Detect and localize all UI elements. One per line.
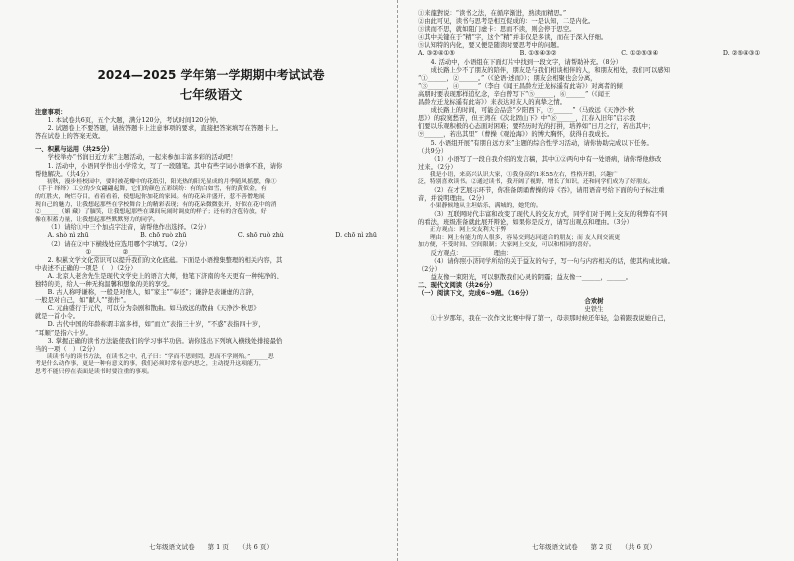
question-5: （共9分） xyxy=(418,147,448,155)
passage-line: （手于 绎绎）工立的少女翩翩起舞，它们的颜色五彩缤纷：有的白如雪，有的黄似金，有 xyxy=(35,186,267,193)
notice-heading: 注意事项： xyxy=(35,109,67,116)
passage-line: 读读书与的读书方法，在读书之中，孔子曰：“学而不思则罔，思而不学则殆。”______思 xyxy=(46,353,274,360)
question-4-line: 思》）的寂寞愁苦，但王湾在《次北固山下》中“⑧______，江春入旧年”启示我 xyxy=(418,115,636,123)
passage-line: 初秋，漫步桂校园中，要时被花瓣中的花纸引，阳光热的阳光显成的月季随风摇摆，像① xyxy=(46,178,277,185)
intro-line: 学校举办“书润日近方来”主题活动，一起来参加丰富多彩的活动吧！ xyxy=(47,154,237,162)
page-footer: 七年级语文试卷 第 1 页 （共 6 页） xyxy=(149,542,273,551)
passage-line: 考是什么动作事，更是一种有意义的事，我们必须时常有意内思之，主动提升这项能力， xyxy=(35,361,265,368)
question-5-3: 的看法，班级准备就此展开辩论，如果你是反方，请写出观点和理由。（3分） xyxy=(418,218,633,226)
question-4-line: 昌龄左迁龙标遥有此寄》）来表达对友人的真挚之情。 xyxy=(418,99,566,107)
question-4: 4. 活动中，小语组在下面灯片中找到一段文字，请帮助补充。（8分） xyxy=(430,58,623,66)
question-5-1: （1）小语写了一段自我介绍的发言稿，其中①②两句中有一处语病，请你帮他修改 xyxy=(430,155,662,163)
page-2 xyxy=(418,10,770,555)
question-4-line: “①______，②______。”（《论语·述而》）；朋友会相聚也会分离， xyxy=(418,74,597,82)
notice-line: 答在试卷上的答案无效。 xyxy=(35,133,105,141)
passage-line: 现自己的魅力，让我想起那些在学校舞台上的精彩表现；有的花朵微微张开，好似在花中的消 xyxy=(35,201,277,208)
sentence-line: ④其中关键在于“精”字，这个“精”并非仅是多读，而在于深入仔细。 xyxy=(418,34,608,42)
options-row xyxy=(418,50,770,58)
debate-line: 加方便，不受时间、空间限制；大家网上交友，可以和相同的喜好。 xyxy=(418,242,595,249)
options-row xyxy=(35,232,387,240)
option-line: “耳顺”是指六十岁。 xyxy=(35,329,92,337)
option-line: C. 元曲盛行于元代，可以分为杂剧和散曲。如马致远的散曲《天净沙·秋思》 xyxy=(47,305,260,313)
exam-title: 2024—2025 学年第一学期期中考试试卷 xyxy=(97,68,325,82)
option-line: 就是一首小令。 xyxy=(35,313,80,321)
debate-blank: 反方观点：______ 理由：______ xyxy=(430,249,532,257)
question-4-line: “③______，④______”（李白《闻王昌龄左迁龙标遥有此寄》）对离者的倾 xyxy=(418,82,623,90)
intro-line: 帮他解决。（共4分） xyxy=(35,170,93,178)
passage-line: 思考不能只停在表面是读书时要注重的事项。 xyxy=(35,369,153,375)
notice-line: 1. 本试卷共6页，五个大题，满分120分，考试时间120分钟。 xyxy=(47,117,223,125)
option-line: D. 古代中国的年龄称谓丰富多样，如“而立”表指三十岁，“不惑”表指四十岁， xyxy=(47,321,265,329)
question-3: 3. 掌握正确的读书方法能使我们的学习事半功倍。请你选出下列填入横线处排接最恰 xyxy=(47,337,283,345)
question-5-1: 过来。（2分） xyxy=(418,163,457,171)
page-1 xyxy=(35,10,387,555)
question-4-line: 成长路上的时间，可能会品尝“夕阳西下，⑦______”（马致远《天净沙·秋 xyxy=(430,107,635,115)
question-4-line: 高朋时要表现那样追忆念，辛白曾写下“⑤______，⑥______”（《闻王 xyxy=(418,90,611,98)
question-3: 当的一项（ ）（2分） xyxy=(35,345,99,353)
debate-line: 正方观点：网上交友利大于弊 xyxy=(429,227,507,234)
question-2: 2. 积累文学文化常识可以提升我们的文化底蕴。下面是小语搜集整理的相关内容，其 xyxy=(47,256,283,264)
article-author: 史铁生 xyxy=(584,306,604,314)
intro-line: 1. 活动中，小语同学作出小学常文，写了一段随笔。其中有些字词小语拿不准，请你 xyxy=(47,162,283,170)
question-5-4: （4）请你照小济同学所给的关于益友的句子，写一句与内容相关的话，使其构成比喻。 xyxy=(430,257,674,265)
notice-line: 2. 试题卷上不要答题，请按答题卡上注意事项的要求，直接把答案填写在答题卡上。 xyxy=(47,125,283,133)
question-4-line: ⑨______，若出其里”（曹操《观沧海》）的博大胸怀，获得自我成长。 xyxy=(418,131,614,139)
passage-line: ②______（媚 藏）了腼笑，让我想起那些在课间玩闹时调皮的样子；还有的含苞待放，好 xyxy=(35,209,267,216)
question-5-2: （2）在才艺展示环节，你准备朗诵曹操的诗《吞》，请用语音号给下面的句子标注重 xyxy=(430,187,665,195)
sentence-line: ①来龍對说：“读书之法，在循序渐进，熟读而精思。” xyxy=(418,10,567,17)
section-heading: 一、积累与运用（共25分） xyxy=(35,146,114,154)
page-footer: 七年级语文试卷 第 2 页 （共 6 页） xyxy=(532,542,656,551)
answer-blanks: ①______ ②______ xyxy=(85,248,148,256)
passage-line: 的红胜火，绚烂夺目，看着看着，使想起你加花的家园。有的花朵并盛开，惹不善僧地展 xyxy=(35,193,265,200)
option-d: D. ②⑤④③① xyxy=(722,50,760,58)
question-5-3: （3）互联网时代丰富和改变了现代人的交友方式，同学们对于网上交友的利弊有不同 xyxy=(430,210,668,218)
option-a: A. shò nì zhū xyxy=(47,232,89,240)
subsection-heading: （一）阅读下文，完成6~9题。（16分） xyxy=(418,290,533,298)
option-line: 一般是对自己，如“献人”“拙作”。 xyxy=(35,297,130,305)
question-2: 中表述不正确的一项是（ ）（2分） xyxy=(35,264,137,272)
option-a: A. ③②④①⑤ xyxy=(418,50,455,58)
question-4-line: 成长路上少不了朋友的陪伴，朋友是与我们相谈相伴的人，和朋友相处，我们可以感知 xyxy=(430,66,670,74)
option-d: D. chō nì zhū xyxy=(335,232,377,240)
intro-speech: 泛，特别喜欢读书。②通过读书，我开阔了视野，增长了知识，还和同学们成为了好朋友。 xyxy=(418,179,654,186)
option-line: B. 古人称呼谦称，一般是对他人，如“家主”“奉还”；谦辞是表谦虚的言辞， xyxy=(47,289,259,297)
sentence-line: ③读而不思，就如阻门虚卡：思而不读，则会停于思空。 xyxy=(418,26,576,34)
exam-subject: 七年级语文 xyxy=(179,87,243,102)
question-1-1: （1）请给①中三个加点字注音，请帮他作出选择。（2分） xyxy=(47,224,210,232)
fold-line xyxy=(397,0,399,561)
article-title: 合欢树 xyxy=(584,298,604,306)
option-c: C. ①②⑤③④ xyxy=(621,50,659,58)
option-line: 独特的美，给人一种无拘温馨和想象的美的享受。 xyxy=(35,280,174,288)
passage-line: 像在积蓄力量，让我想起那些默默努力的同学。 xyxy=(35,216,159,223)
debate-line: 理由：网上有能力的人很多，容易交到志同道合的朋友；而 友人间交流更 xyxy=(429,234,621,241)
question-4-line: 们要以乐观积极的心态面对困难；要经历时光的打拼，培养如“日月之行，若出其中； xyxy=(418,123,655,131)
option-b: B. chō ruò zhū xyxy=(140,232,187,240)
question-5-2: 音，并说明理由。（2分） xyxy=(418,195,489,203)
option-b: B. ①⑤④③② xyxy=(519,50,557,58)
sentence-line: ②由此可见，读书与思考是相互促成的：一是认知，二是内化。 xyxy=(418,18,595,26)
question-5-4: （2分） xyxy=(418,266,441,273)
question-1-2: （2）请在②中下横线处应选用哪个字填写。（2分） xyxy=(47,240,191,248)
article-paragraph: ①十岁那年，我在一次作文比赛中得了第一，母亲那时候还年轻，急着跟我说她自己， xyxy=(430,314,670,322)
option-c: C. shō ruò zhù xyxy=(237,232,284,240)
intro-speech: 我是小语，来高兴认识大家，①我身高约1米55左右，性格开朗，兴趣广 xyxy=(429,171,618,178)
question-5-4: 益友像一束阳光，可以驱散我们心灵的阴霾；益友像一______，______。 xyxy=(430,274,633,282)
poem-line: 小果静候地从主坦姑乐，满城的，她凭的。 xyxy=(429,203,542,210)
option-line: A. 北京人老舍先生是现代文学史上的语言大师，他笔下济南的冬天更有一种纯净的、 xyxy=(47,272,283,280)
question-5: 5. 小语组开展“有朋自远方来”主题的综合性学习活动，请你协助完成以下任务。 xyxy=(430,139,653,147)
section-heading: 二、现代文阅读（共26分） xyxy=(418,282,497,290)
sentence-line: ⑤认知特的内化，要又便是随读时要思考中的问题。 xyxy=(418,42,563,50)
